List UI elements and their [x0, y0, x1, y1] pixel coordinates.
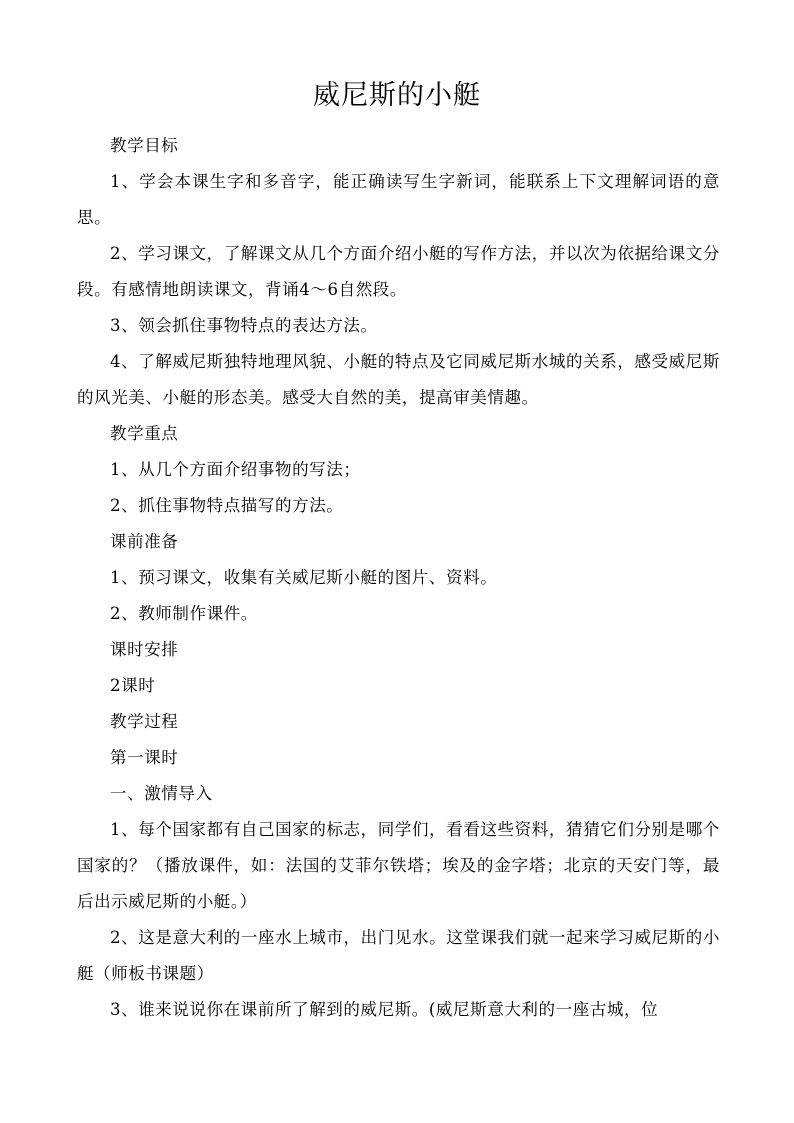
step-heading: 一、激情导入: [110, 784, 213, 803]
section-heading-key-points: 教学重点: [110, 424, 179, 443]
objective-item: 4、了解威尼斯独特地理风貌、小艇的特点及它同威尼斯水城的关系，感受威尼斯的风光美、小艇的形态美。感受大自然的美，提高审美情趣。: [77, 352, 720, 407]
key-point-item: 2、抓住事物特点描写的方法。: [110, 496, 344, 515]
preparation-item: 1、预习课文，收集有关威尼斯小艇的图片、资料。: [110, 568, 498, 587]
schedule-value: 2课时: [110, 676, 156, 695]
section-heading-objectives: 教学目标: [110, 136, 179, 155]
process-item: 2、这是意大利的一座水上城市，出门见水。这堂课我们就一起来学习威尼斯的小艇（师板书课题）: [77, 928, 720, 983]
section-heading-process: 教学过程: [110, 712, 179, 731]
section-heading-schedule: 课时安排: [110, 640, 179, 659]
document-body: [77, 128, 720, 1028]
process-item: 3、谁来说说你在课前所了解到的威尼斯。(威尼斯意大利的一座古城，位: [110, 1000, 659, 1019]
objective-item: 3、领会抓住事物特点的表达方法。: [110, 316, 378, 335]
preparation-item: 2、教师制作课件。: [110, 604, 258, 623]
objective-item: 1、学会本课生字和多音字，能正确读写生字新词，能联系上下文理解词语的意思。: [77, 172, 720, 227]
document-title: 威尼斯的小艇: [313, 80, 481, 111]
lesson-heading: 第一课时: [110, 748, 179, 767]
process-item: 1、每个国家都有自己国家的标志，同学们，看看这些资料，猜猜它们分别是哪个国家的？（播放课件，如：法国的艾菲尔铁塔；埃及的金字塔；北京的天安门等，最后出示威尼斯的小艇。）: [77, 820, 720, 911]
key-point-item: 1、从几个方面介绍事物的写法；: [110, 460, 361, 479]
section-heading-preparation: 课前准备: [110, 532, 179, 551]
objective-item: 2、学习课文，了解课文从几个方面介绍小艇的写作方法，并以次为依据给课文分段。有感情地朗读课文，背诵4～6自然段。: [77, 244, 720, 299]
